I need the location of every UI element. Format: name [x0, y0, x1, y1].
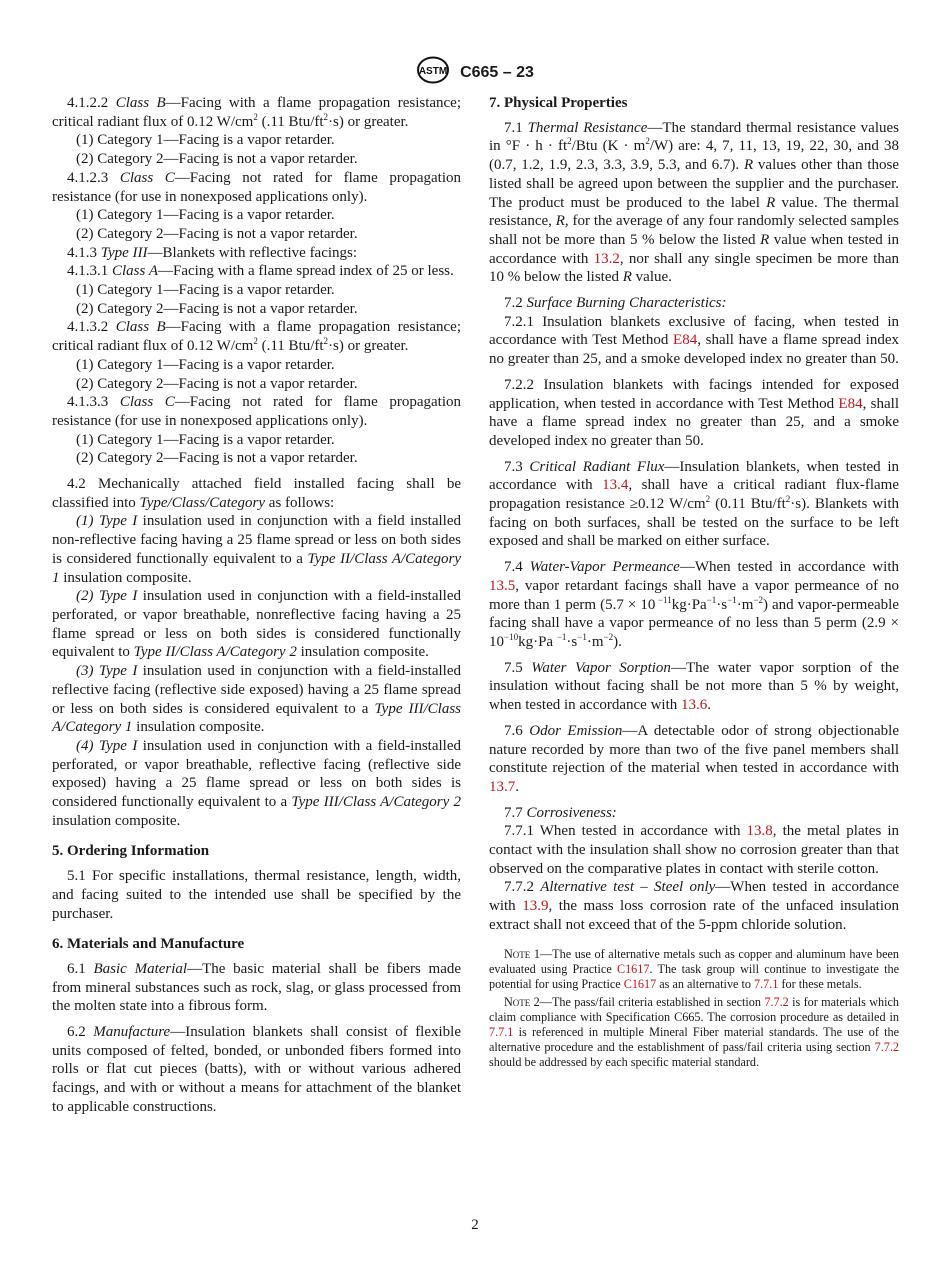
paragraph-4-2: 4.2 Mechanically attached field installed facing shall be classified into Type/Class/Category as follows: [52, 476, 461, 511]
section-heading-6: 6. Materials and Manufacture [52, 936, 245, 953]
note-1: Note 1—The use of alternative metals such as copper and aluminum have been evaluated using Practice C1617. The task group will continue to investigate the potential for using Practice C1617 as an alternative to 7.7.1 for these metals. [489, 946, 899, 991]
paragraph-7-1: 7.1 Thermal Resistance—The standard thermal resistance values in $^\circ F \cdot h \cdot ft^2$/Btu $(K \cdot m^2/W)$ are: 4, 7, 11, 13, 19, 22, 30, and 38 (0.7, 1.2, 1.9, 2.3, 3.3, 3.9, 5.3, and 6.7). R values other than those listed shall be agreed upon between the supplier and the purchaser. The product must be produced to the label R value. The thermal resistance, R, for the average of any four randomly selected samples shall not be more than 5 % below the listed R value when tested in accordance with 13.2, nor shall any single specimen be more than 10 % below the listed R value. [489, 119, 900, 286]
reference-link[interactable]: E84 [838, 395, 863, 412]
paragraph-4-1-3-3: 4.1.3.3 Class C—Facing not rated for flame propagation resistance (for use in nonexposed applications only). [52, 394, 461, 429]
paragraph-6-2: 6.2 Manufacture—Insulation blankets shall consist of flexible units composed of felted, bonded, or unbonded fibers formed into rolls or flat cut pieces (batts), with or without various adhered facings, and with or without a means for attachment of the blanket to applicable constructions. [52, 1024, 462, 1115]
reference-link[interactable]: C1617 [623, 976, 657, 991]
reference-link[interactable]: 7.7.1 [489, 1024, 514, 1039]
reference-link[interactable]: 13.9 [522, 898, 549, 915]
page-header [0, 56, 950, 89]
paragraph-7-7: 7.7 Corrosiveness: [504, 804, 617, 821]
section-heading-7: 7. Physical Properties [489, 95, 628, 111]
category-item: (2) Category 2—Facing is not a vapor retarder. [76, 225, 358, 242]
paragraph-4-1-3-1: 4.1.3.1 Class A—Facing with a flame spread index of 25 or less. [67, 263, 454, 280]
paragraph-4-2-item-4: (4) Type I insulation used in conjunction with a field-installed perforated, or vapor breathable, reflective facing (reflective side exposed) having a 25 flame spread or less on both sides is considered functionally equivalent to a Type III/Class A/Category 2 insulation composite. [52, 737, 461, 829]
category-item: (2) Category 2—Facing is not a vapor retarder. [76, 450, 358, 467]
paragraph-7-7-2: 7.7.2 Alternative test – Steel only—When tested in accordance with 13.9, the mass loss corrosion rate of the unfaced insulation extract shall not exceed that of the 5-ppm chloride solution. [489, 879, 899, 933]
paragraph-7-5: 7.5 Water Vapor Sorption—The water vapor sorption of the insulation without facing shall be not more than 5 % by weight, when tested in accordance with 13.6. [489, 659, 900, 714]
paragraph-4-1-2-2: 4.1.2.2 Class B—Facing with a flame propagation resistance; critical radiant flux of 0.12 $W/cm^2$ (.11 Btu/$ft^2\cdot s$) or greater. [52, 95, 462, 130]
paragraph-4-1-3-2: 4.1.3.2 Class B—Facing with a flame propagation resistance; critical radiant flux of 0.12 $W/cm^2$ (.11 Btu/$ft^2\cdot s$) or greater. [52, 319, 462, 355]
astm-logo-icon [416, 56, 450, 89]
reference-link[interactable]: 13.6 [681, 697, 708, 714]
category-item: (1) Category 1—Facing is a vapor retarder. [76, 431, 335, 448]
paragraph-7-2: 7.2 Surface Burning Characteristics: [504, 295, 727, 312]
paragraph-5-1: 5.1 For specific installations, thermal resistance, length, width, and facing suited to the intended use shall be specified by the purchaser. [52, 868, 461, 922]
category-item: (2) Category 2—Facing is not a vapor retarder. [76, 300, 358, 317]
paragraph-7-4: 7.4 Water-Vapor Permeance—When tested in accordance with 13.5, vapor retardant facings shall have a vapor permeance of no more than 1 perm (5.7 × 10 $^{-11}kg\cdot Pa^{-1}\cdot s^{-1}\cdot m^{-2}$) and vapor-permeable facing shall have a vapor permeance of no less than 5 perm ($2.9 \times 10^{-10}kg\cdot Pa$ $^{-1}\cdot s^{-1}\cdot m^{-2}$). [489, 559, 900, 650]
reference-link[interactable]: 7.7.2 [874, 1039, 899, 1054]
category-item: (2) Category 2—Facing is not a vapor retarder. [76, 375, 358, 392]
category-item: (1) Category 1—Facing is a vapor retarder. [76, 132, 335, 149]
paragraph-7-2-2: 7.2.2 Insulation blankets with facings intended for exposed application, when tested in accordance with Test Method E84, shall have a flame spread index no greater than 25, and a smoke developed index no greater than 50. [489, 376, 899, 449]
paragraph-4-2-item-2: (2) Type I insulation used in conjunction with a field-installed perforated, or vapor breathable, nonreflective facing having a 25 flame spread or less on both sides is considered functionally equivalent to Type II/Class A/Category 2 insulation composite. [52, 588, 461, 661]
svg-text:ASTM: ASTM [418, 66, 448, 77]
category-item: (1) Category 1—Facing is a vapor retarder. [76, 282, 335, 299]
reference-link[interactable]: C1617 [616, 961, 650, 976]
paragraph-7-3: 7.3 Critical Radiant Flux—Insulation blankets, when tested in accordance with 13.4, shall have a critical radiant flux-flame propagation resistance ≥0.12 $W/cm^2$ (0.11 Btu/$ft^2\cdot s$). Blankets with facing on both surfaces, shall be tested on the surface to be left exposed and shall be marked on either surface. [489, 458, 899, 550]
reference-link[interactable]: E84 [673, 332, 698, 349]
category-item: (1) Category 1—Facing is a vapor retarder. [76, 207, 335, 224]
standard-designation: C665 – 23 [460, 63, 534, 81]
paragraph-4-2-item-3: (3) Type I insulation used in conjunction with a field-installed reflective facing (reflective side exposed) having a 25 flame spread or less on both sides is considered equivalent to a Type III/Class A/Category 1 insulation composite. [52, 663, 461, 736]
section-heading-5: 5. Ordering Information [52, 843, 210, 860]
left-column [52, 94, 461, 1117]
reference-link[interactable]: 7.7.1 [754, 976, 779, 991]
reference-link[interactable]: 7.7.2 [764, 994, 789, 1009]
reference-link[interactable]: 13.5 [489, 577, 516, 594]
category-item: (2) Category 2—Facing is not a vapor retarder. [76, 151, 358, 168]
paragraph-7-7-1: 7.7.1 When tested in accordance with 13.8, the metal plates in contact with the insulation shall show no corrosion greater than that observed on the comparative plates in contact with sterile cotton. [489, 823, 899, 877]
reference-link[interactable]: 13.2 [593, 250, 620, 267]
paragraph-4-1-3: 4.1.3 Type III—Blankets with reflective facings: [67, 244, 358, 261]
page-number: 2 [471, 1217, 479, 1233]
right-column [489, 94, 899, 1070]
paragraph-7-2-1: 7.2.1 Insulation blankets exclusive of facing, when tested in accordance with Test Method E84, shall have a flame spread index no greater than 25, and a smoke developed index no greater than 50. [489, 313, 899, 368]
paragraph-4-2-item-1: (1) Type I insulation used in conjunction with a field installed non-reflective facing having a 25 flame spread or less on both sides is considered functionally equivalent to a Type II/Class A/Category 1 insulation composite. [52, 513, 461, 586]
reference-link[interactable]: 13.8 [746, 823, 773, 840]
reference-link[interactable]: 13.4 [602, 477, 629, 494]
paragraph-7-6: 7.6 Odor Emission—A detectable odor of strong objectionable nature recorded by more than two of the five panel members shall constitute rejection of the material when tested in accordance with 13.7. [489, 722, 899, 795]
note-2: Note 2—The pass/fail criteria established in section 7.7.2 is for materials which claim compliance with Specification C665. The corrosion procedure as detailed in 7.7.1 is referenced in multiple Mineral Fiber material standards. The use of the alternative procedure and the establishment of pass/fail criteria using section 7.7.2 should be addressed by each specific material standard. [489, 994, 899, 1069]
paragraph-6-1: 6.1 Basic Material—The basic material shall be fibers made from mineral substances such as rock, slag, or glass processed from the molten state into a fibrous form. [52, 960, 462, 1015]
category-item: (1) Category 1—Facing is a vapor retarder. [76, 356, 335, 373]
paragraph-4-1-2-3: 4.1.2.3 Class C—Facing not rated for flame propagation resistance (for use in nonexposed applications only). [52, 169, 461, 205]
reference-link[interactable]: 13.7 [489, 778, 516, 795]
